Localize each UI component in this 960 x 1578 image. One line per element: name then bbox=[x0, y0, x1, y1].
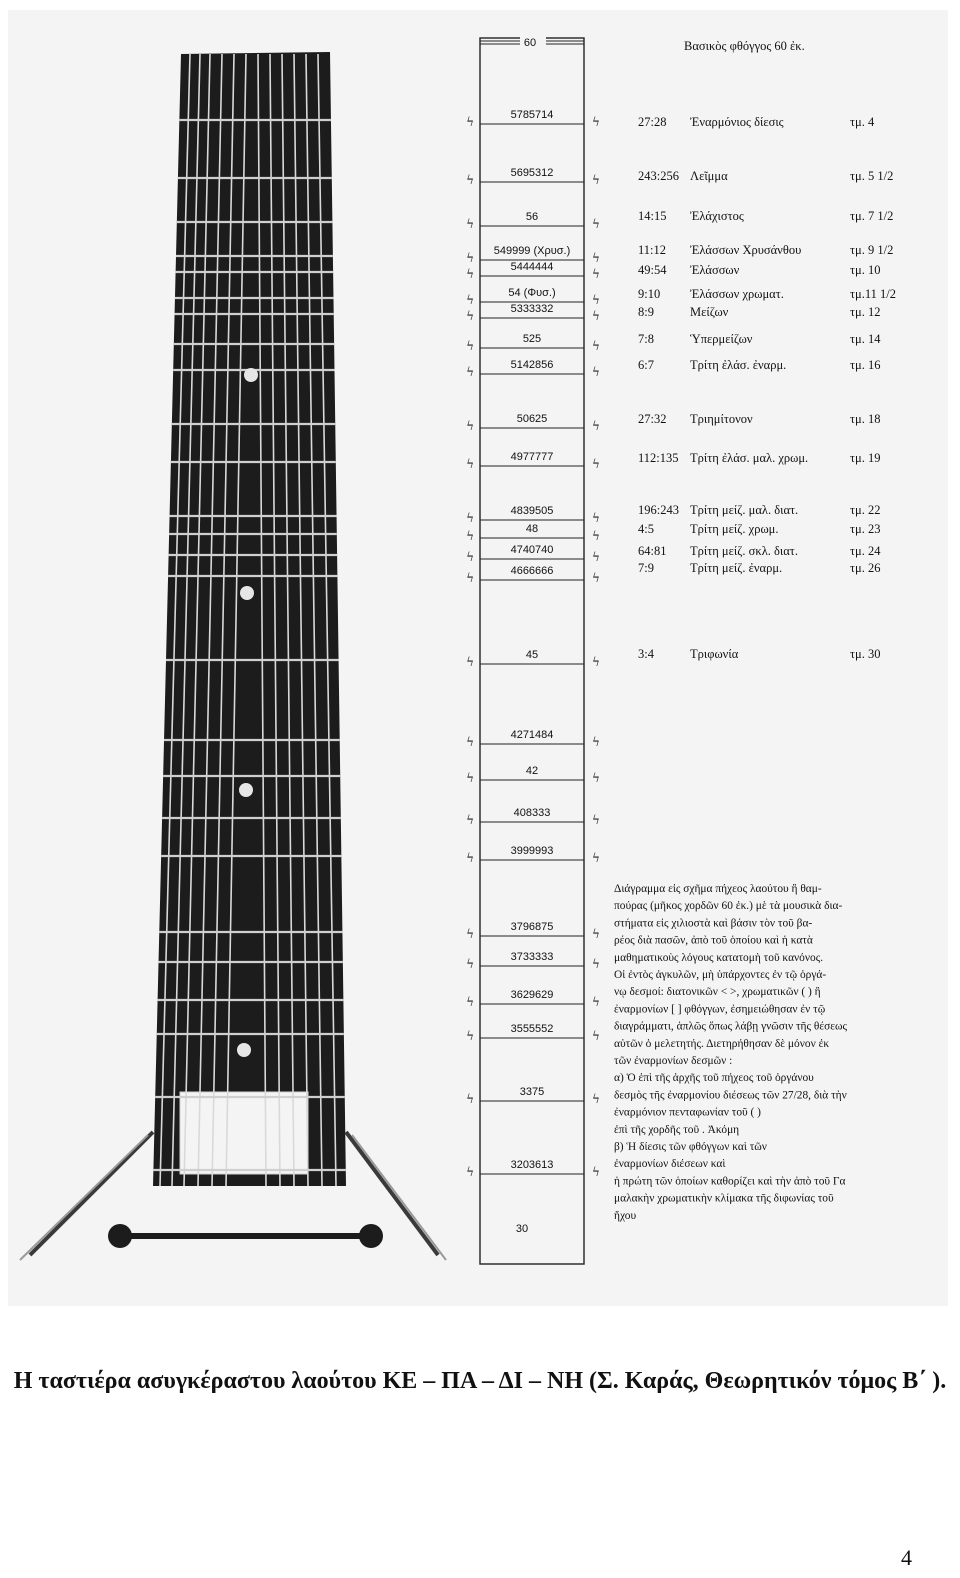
neume-marks bbox=[466, 115, 600, 1179]
ruler-tick-label: 4839505 bbox=[510, 505, 554, 517]
neume-sign-icon: ϟ bbox=[592, 457, 600, 471]
description-line: στήματα εἰς χιλιοστὰ καὶ βάσιν τὸν τοῦ βα- bbox=[614, 917, 813, 930]
neume-sign-icon: ϟ bbox=[592, 550, 600, 564]
interval-row bbox=[638, 647, 880, 661]
fretboard-figure bbox=[8, 10, 948, 1306]
interval-row bbox=[638, 209, 893, 223]
neume-sign-icon: ϟ bbox=[466, 995, 474, 1009]
neume-sign-icon: ϟ bbox=[466, 1092, 474, 1106]
ruler-tick-label: 3629629 bbox=[510, 989, 554, 1001]
interval-row bbox=[638, 243, 893, 257]
interval-row bbox=[638, 544, 881, 558]
ruler-tick-label: 4740740 bbox=[510, 544, 554, 556]
interval-ratio: 11:12 bbox=[638, 243, 667, 257]
ruler-tick-label: 48 bbox=[525, 523, 539, 535]
interval-name: Ἐλάσσων χρωματ. bbox=[690, 287, 784, 301]
neume-sign-icon: ϟ bbox=[592, 309, 600, 323]
interval-tm: τμ. 4 bbox=[850, 115, 875, 129]
interval-ratio: 6:7 bbox=[638, 358, 654, 372]
neume-sign-icon: ϟ bbox=[466, 293, 474, 307]
interval-ratio: 27:28 bbox=[638, 115, 667, 129]
interval-ratio: 9:10 bbox=[638, 287, 661, 301]
inlay-dot-3 bbox=[239, 783, 253, 797]
interval-name: Τριημίτονον bbox=[690, 412, 753, 426]
inlay-dot-2 bbox=[240, 586, 254, 600]
interval-name: Ἐναρμόνιος δίεσις bbox=[690, 115, 784, 129]
interval-tm: τμ. 5 1/2 bbox=[850, 169, 894, 183]
interval-tm: τμ. 9 1/2 bbox=[850, 243, 894, 257]
neume-sign-icon: ϟ bbox=[592, 293, 600, 307]
description-line: α) Ὁ ἐπὶ τῆς ἀρχῆς τοῦ πήχεος τοῦ ὀργάνου bbox=[614, 1072, 814, 1085]
description-line: μαλακὴν χρωματικὴν κλίμακα τῆς διφωνίας τοῦ bbox=[614, 1192, 834, 1205]
description-line: αὐτῶν ὁ μελετητής. Διετηρήθησαν δὲ μόνον ἐκ bbox=[614, 1037, 830, 1050]
description-line: ρέος διὰ πασῶν, ἀπὸ τοῦ ὁποίου καὶ ἡ κατὰ bbox=[614, 934, 813, 947]
interval-ratio: 196:243 bbox=[638, 503, 679, 517]
interval-row bbox=[638, 332, 881, 346]
interval-name: Ἐλάχιστος bbox=[690, 209, 744, 223]
interval-ratio: 8:9 bbox=[638, 305, 654, 319]
description-line: ἐναρμονίων διέσεων καὶ bbox=[614, 1158, 726, 1171]
interval-tm: τμ. 24 bbox=[850, 544, 881, 558]
interval-tm: τμ. 12 bbox=[850, 305, 881, 319]
description-line: ἐναρμονίων [ ] φθόγγων, ἐσημειώθησαν ἐν τῷ bbox=[614, 1003, 826, 1016]
ruler-tick-label: 4977777 bbox=[510, 451, 554, 463]
interval-row bbox=[638, 115, 875, 129]
ruler-tick-label: 5695312 bbox=[510, 167, 554, 179]
neume-sign-icon: ϟ bbox=[592, 173, 600, 187]
interval-tm: τμ. 14 bbox=[850, 332, 881, 346]
neume-sign-icon: ϟ bbox=[466, 735, 474, 749]
interval-ratio: 4:5 bbox=[638, 522, 654, 536]
interval-row bbox=[638, 503, 880, 517]
interval-name: Ἐλάσσων bbox=[690, 263, 740, 277]
interval-row bbox=[638, 412, 880, 426]
neume-sign-icon: ϟ bbox=[592, 771, 600, 785]
neume-sign-icon: ϟ bbox=[466, 1165, 474, 1179]
interval-name: Ὑπερμείζων bbox=[690, 332, 753, 346]
neume-sign-icon: ϟ bbox=[592, 655, 600, 669]
ruler-tick-label: 408333 bbox=[513, 807, 551, 819]
description-line: μαθηματικοὺς λόγους κατατομὴ τοῦ κανόνος. bbox=[614, 951, 824, 964]
interval-name: Ἐλάσσων Χρυσάνθου bbox=[690, 243, 802, 257]
neume-sign-icon: ϟ bbox=[466, 173, 474, 187]
ruler-tick-label: 549999 (Χρυσ.) bbox=[493, 245, 571, 257]
description-line: ἤχου bbox=[614, 1209, 637, 1222]
interval-ratio: 64:81 bbox=[638, 544, 667, 558]
neume-sign-icon: ϟ bbox=[592, 115, 600, 129]
interval-ratio: 14:15 bbox=[638, 209, 667, 223]
neume-sign-icon: ϟ bbox=[466, 851, 474, 865]
neume-sign-icon: ϟ bbox=[466, 529, 474, 543]
interval-tm: τμ. 10 bbox=[850, 263, 881, 277]
interval-row bbox=[638, 169, 893, 183]
ruler-tick-label: 45 bbox=[525, 649, 539, 661]
interval-ratio: 7:8 bbox=[638, 332, 654, 346]
measurement-ruler bbox=[480, 35, 584, 1264]
neume-sign-icon: ϟ bbox=[592, 927, 600, 941]
interval-row bbox=[638, 263, 880, 277]
neume-sign-icon: ϟ bbox=[466, 771, 474, 785]
neume-sign-icon: ϟ bbox=[466, 571, 474, 585]
inlay-dot-4 bbox=[237, 1043, 251, 1057]
ruler-tick-label: 3733333 bbox=[510, 951, 554, 963]
neume-sign-icon: ϟ bbox=[592, 529, 600, 543]
neume-sign-icon: ϟ bbox=[592, 1165, 600, 1179]
interval-name: Μείζων bbox=[690, 305, 729, 319]
neume-sign-icon: ϟ bbox=[466, 655, 474, 669]
neume-sign-icon: ϟ bbox=[466, 115, 474, 129]
description-line: ἡ πρώτη τῶν ὁποίων καθορίζει καὶ τὴν ἀπὸ τοῦ Γα bbox=[614, 1175, 846, 1188]
neume-sign-icon: ϟ bbox=[592, 419, 600, 433]
figure-caption: Η ταστιέρα ασυγκέραστου λαούτου ΚΕ – ΠΑ – ΔΙ – ΝΗ (Σ. Καράς, Θεωρητικόν τόμος Β΄ ). bbox=[13, 1368, 947, 1394]
description-line: β) Ἡ δίεσις τῶν φθόγγων καὶ τῶν bbox=[614, 1141, 767, 1153]
neume-sign-icon: ϟ bbox=[466, 309, 474, 323]
neume-sign-icon: ϟ bbox=[466, 251, 474, 265]
neume-sign-icon: ϟ bbox=[592, 813, 600, 827]
interval-tm: τμ. 22 bbox=[850, 503, 881, 517]
interval-name: Τρίτη μείζ. ἐναρμ. bbox=[690, 561, 783, 575]
ruler-tick-label: 3203613 bbox=[510, 1159, 554, 1171]
interval-name: Λεῖμμα bbox=[690, 169, 728, 183]
interval-ratio: 7:9 bbox=[638, 561, 654, 575]
neume-sign-icon: ϟ bbox=[466, 511, 474, 525]
ruler-bottom-label: 30 bbox=[515, 1223, 529, 1235]
neume-sign-icon: ϟ bbox=[592, 217, 600, 231]
interval-row bbox=[638, 451, 880, 465]
description-line: δεσμὸς τῆς ἐναρμονίου διέσεως τῶν 27/28, διὰ τὴν bbox=[614, 1089, 847, 1102]
inlay-dot-1 bbox=[244, 368, 258, 382]
ruler-tick-label: 4271484 bbox=[510, 729, 554, 741]
interval-name: Τρίτη ἐλάσ. ἐναρμ. bbox=[690, 358, 787, 372]
page-number: 4 bbox=[901, 1545, 912, 1570]
ruler-tick-label: 3375 bbox=[519, 1086, 545, 1098]
neume-sign-icon: ϟ bbox=[466, 550, 474, 564]
ruler-tick-label: 5785714 bbox=[510, 109, 554, 121]
neume-sign-icon: ϟ bbox=[592, 365, 600, 379]
neume-sign-icon: ϟ bbox=[592, 339, 600, 353]
neume-sign-icon: ϟ bbox=[592, 267, 600, 281]
description-paragraph bbox=[614, 883, 848, 1222]
interval-tm: τμ. 26 bbox=[850, 561, 881, 575]
ruler-tick-label: 4666666 bbox=[510, 565, 554, 577]
ruler-tick-label: 56 bbox=[525, 211, 539, 223]
interval-row bbox=[638, 561, 880, 575]
description-line: πούρας (μῆκος χορδῶν 60 ἐκ.) μὲ τὰ μουσικὰ δια- bbox=[614, 900, 843, 913]
neume-sign-icon: ϟ bbox=[466, 457, 474, 471]
neume-sign-icon: ϟ bbox=[466, 927, 474, 941]
ruler-tick-label: 525 bbox=[522, 333, 542, 345]
ruler-tick-label: 3999993 bbox=[510, 845, 554, 857]
neume-sign-icon: ϟ bbox=[592, 1092, 600, 1106]
interval-ratio: 3:4 bbox=[638, 647, 654, 661]
interval-ratio: 112:135 bbox=[638, 451, 679, 465]
ruler-tick-label: 5444444 bbox=[510, 261, 554, 273]
neume-sign-icon: ϟ bbox=[466, 267, 474, 281]
fretboard-diagram bbox=[8, 10, 948, 1306]
neume-sign-icon: ϟ bbox=[466, 813, 474, 827]
interval-name: Τρίτη μείζ. σκλ. διατ. bbox=[690, 544, 798, 558]
interval-tm: τμ. 16 bbox=[850, 358, 881, 372]
neume-sign-icon: ϟ bbox=[592, 511, 600, 525]
interval-row bbox=[638, 522, 880, 536]
interval-row bbox=[638, 287, 896, 301]
ruler-tick-label: 3796875 bbox=[510, 921, 554, 933]
interval-ratio: 27:32 bbox=[638, 412, 667, 426]
neume-sign-icon: ϟ bbox=[466, 957, 474, 971]
interval-name: Τρίτη μείζ. χρωμ. bbox=[690, 522, 779, 536]
neume-sign-icon: ϟ bbox=[592, 251, 600, 265]
description-line: Διάγραμμα εἰς σχῆμα πήχεος λαούτου ἢ θαμ- bbox=[614, 883, 822, 895]
neume-sign-icon: ϟ bbox=[466, 1029, 474, 1043]
description-line: ἐναρμόνιον πενταφωνίαν τοῦ ( ) bbox=[614, 1106, 761, 1119]
description-line: νῳ δεσμοί: διατονικῶν < >, χρωματικῶν ( ) ἢ bbox=[614, 986, 821, 999]
neume-sign-icon: ϟ bbox=[592, 1029, 600, 1043]
header-title: Βασικὸς φθόγγος 60 ἐκ. bbox=[684, 39, 805, 53]
ruler-tick-label: 54 (Φυσ.) bbox=[508, 287, 556, 299]
interval-name: Τριφωνία bbox=[690, 647, 739, 661]
interval-ratio: 243:256 bbox=[638, 169, 679, 183]
description-line: τῶν ἐναρμονίων δεσμῶν : bbox=[614, 1055, 733, 1067]
ruler-tick-label: 3555552 bbox=[510, 1023, 554, 1035]
interval-name: Τρίτη ἐλάσ. μαλ. χρωμ. bbox=[690, 451, 809, 465]
ruler-tick-label: 5142856 bbox=[510, 359, 554, 371]
interval-tm: τμ. 18 bbox=[850, 412, 881, 426]
ruler-tick-label: 50625 bbox=[516, 413, 548, 425]
neume-sign-icon: ϟ bbox=[466, 339, 474, 353]
neume-sign-icon: ϟ bbox=[592, 571, 600, 585]
neume-sign-icon: ϟ bbox=[466, 419, 474, 433]
neume-sign-icon: ϟ bbox=[592, 995, 600, 1009]
interval-tm: τμ. 30 bbox=[850, 647, 881, 661]
neume-sign-icon: ϟ bbox=[592, 957, 600, 971]
ruler-tick-label: 42 bbox=[525, 765, 539, 777]
interval-tm: τμ.11 1/2 bbox=[850, 287, 896, 301]
interval-name: Τρίτη μείζ. μαλ. διατ. bbox=[690, 503, 799, 517]
description-line: Οἱ ἐντὸς ἀγκυλῶν, μὴ ὑπάρχοντες ἐν τῷ ὀργά- bbox=[614, 969, 827, 981]
neume-sign-icon: ϟ bbox=[466, 365, 474, 379]
interval-row bbox=[638, 305, 880, 319]
interval-tm: τμ. 7 1/2 bbox=[850, 209, 894, 223]
ruler-tick-label: 5333332 bbox=[510, 303, 554, 315]
interval-row bbox=[638, 358, 880, 372]
description-line: ἐπὶ τῆς χορδῆς τοῦ . Ἀκόμη bbox=[614, 1123, 740, 1136]
neume-sign-icon: ϟ bbox=[592, 735, 600, 749]
neume-sign-icon: ϟ bbox=[466, 217, 474, 231]
neume-sign-icon: ϟ bbox=[592, 851, 600, 865]
description-line: διαγράμματι, ἁπλῶς ὅπως λάβῃ γνῶσιν τῆς θέσεως bbox=[614, 1020, 848, 1033]
interval-ratio: 49:54 bbox=[638, 263, 667, 277]
ruler-top-label: 60 bbox=[523, 37, 537, 49]
interval-tm: τμ. 23 bbox=[850, 522, 881, 536]
interval-tm: τμ. 19 bbox=[850, 451, 881, 465]
